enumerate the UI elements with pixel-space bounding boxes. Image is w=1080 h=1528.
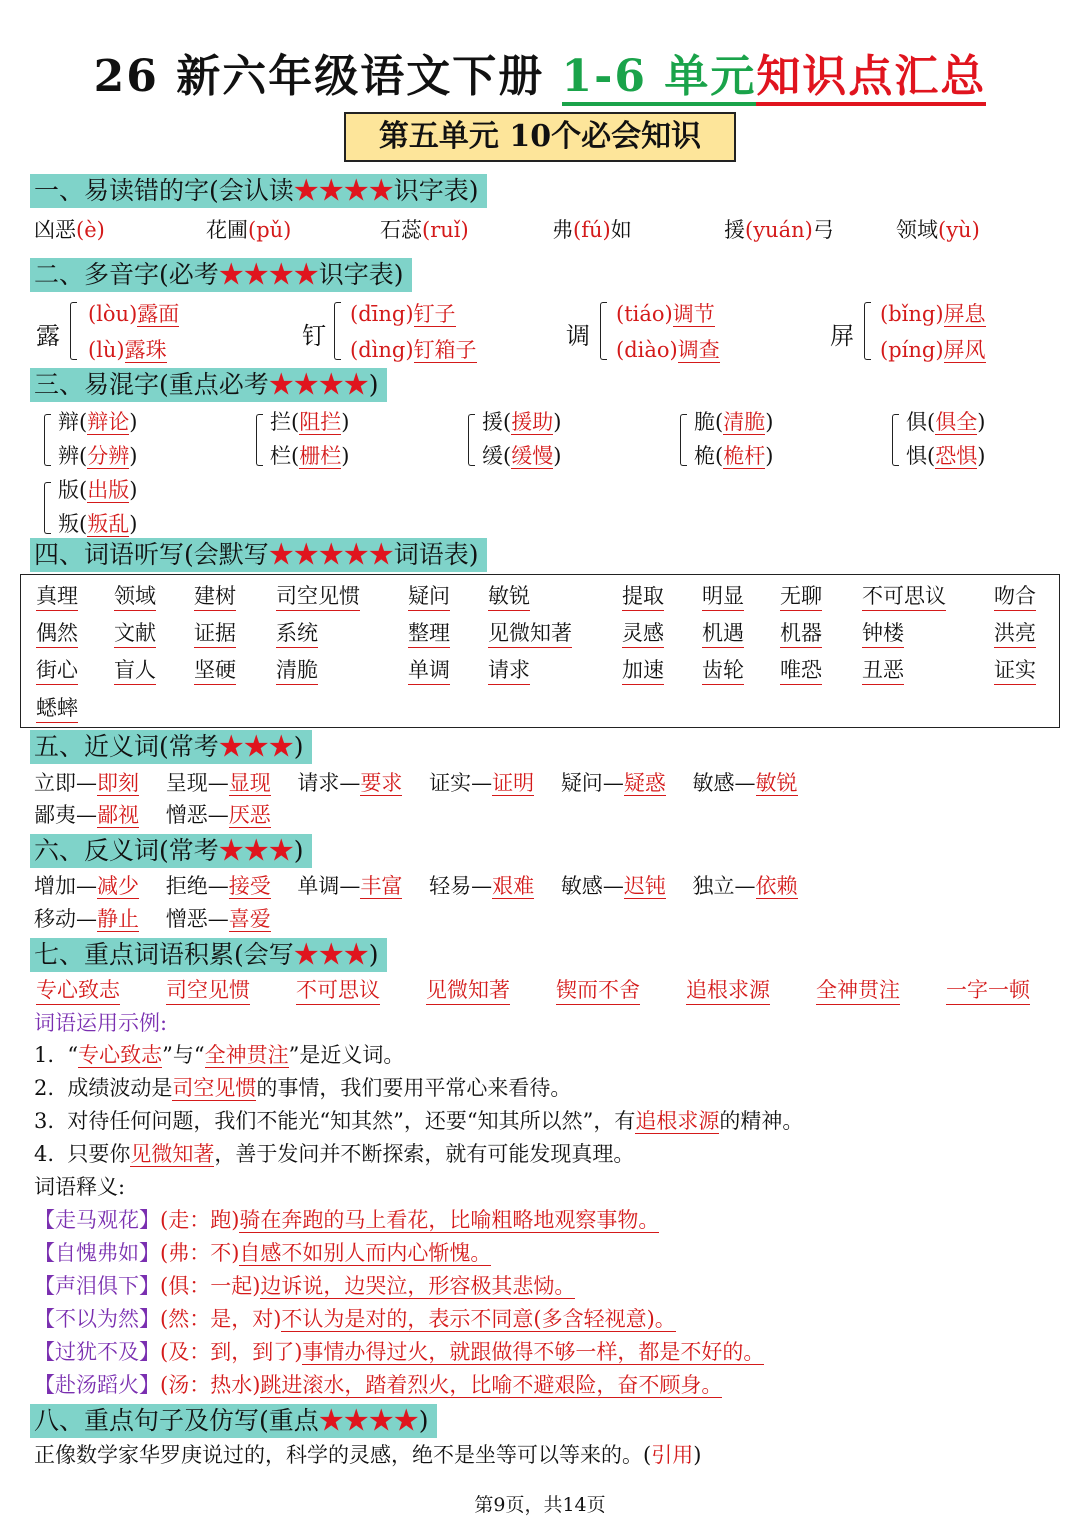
list-item: 叛(叛乱) [58, 512, 138, 536]
key-word: 追根求源 [686, 974, 770, 1005]
brace [600, 302, 607, 360]
dictation-word: 疑问 [408, 580, 450, 611]
list-item: 桅(桅杆) [694, 444, 774, 468]
meaning-item: 【不以为然】(然：是，对)不认为是对的，表示不同意(多含轻视意)。 [34, 1307, 676, 1331]
list-item: 辨(分辨) [58, 444, 138, 468]
list-item: 惧(恐惧) [906, 444, 986, 468]
brace [468, 414, 475, 466]
antonym-row-2: 移动—静止 憎恶—喜爱 [34, 907, 271, 931]
meaning-item: 【过犹不及】(及：到，到了)事情办得过火，就跟做得不够一样，都是不好的。 [34, 1340, 765, 1364]
list-item: 凶恶(è) [34, 218, 105, 242]
list-item: 援(yuán)弓 [724, 218, 834, 242]
section-6-heading: 六、反义词(常考★★★) [30, 834, 312, 868]
dictation-word: 领域 [114, 580, 156, 611]
dictation-word: 加速 [622, 654, 664, 685]
list-item: (píng)屏风 [880, 338, 986, 362]
list-item: 弗(fú)如 [552, 218, 632, 242]
list-item: 版(出版) [58, 478, 138, 502]
list-item: 石蕊(ruǐ) [380, 218, 469, 242]
section-7-heading: 七、重点词语积累(会写★★★) [30, 938, 387, 972]
dictation-word: 证实 [994, 654, 1036, 685]
dictation-word: 整理 [408, 617, 450, 648]
dictation-word: 坚硬 [194, 654, 236, 685]
unit-title: 第五单元 10个必会知识 [344, 112, 736, 162]
dictation-word: 吻合 [994, 580, 1036, 611]
list-item: (tiáo)调节 [616, 302, 715, 326]
list-item: 缓(缓慢) [482, 444, 562, 468]
page-title: 26 新六年级语文下册 1-6 单元知识点汇总 [0, 40, 1080, 104]
dictation-word: 偶然 [36, 617, 78, 648]
brace [864, 302, 871, 360]
list-item: (lòu)露面 [88, 302, 180, 326]
synonym-row-1: 立即—即刻 呈现—显现 请求—要求 证实—证明 疑问—疑惑 敏感—敏锐 [34, 771, 798, 795]
dictation-word: 敏锐 [488, 580, 530, 611]
dictation-word: 不可思议 [862, 580, 946, 611]
usage-example: 3. 对待任何问题，我们不能光“知其然”，还要“知其所以然”，有追根求源的精神。 [34, 1109, 804, 1133]
dictation-word: 灵感 [622, 617, 664, 648]
section-4-heading: 四、词语听写(会默写★★★★★词语表) [30, 538, 487, 572]
list-item: 拦(阻拦) [270, 410, 350, 434]
brace [892, 414, 899, 466]
dictation-word: 无聊 [780, 580, 822, 611]
list-item: (bǐng)屏息 [880, 302, 986, 326]
brace [680, 414, 687, 466]
key-word: 锲而不舍 [556, 974, 640, 1005]
list-item: (lù)露珠 [88, 338, 167, 362]
key-word: 见微知著 [426, 974, 510, 1005]
page-number: 第9页，共14页 [474, 1494, 606, 1516]
dictation-word: 真理 [36, 580, 78, 611]
meaning-item: 【走马观花】(走：跑)骑在奔跑的马上看花，比喻粗略地观察事物。 [34, 1208, 660, 1232]
section-3-heading: 三、易混字(重点必考★★★★) [30, 368, 387, 402]
dictation-word: 盲人 [114, 654, 156, 685]
dictation-word: 街心 [36, 654, 78, 685]
dictation-word: 系统 [276, 617, 318, 648]
list-item: 花圃(pǔ) [206, 218, 292, 242]
title-units: 1-6 单元 [562, 51, 757, 106]
brace [70, 302, 77, 360]
list-item: (dīng)钉子 [350, 302, 456, 326]
list-item: 栏(栅栏) [270, 444, 350, 468]
meaning-label: 词语释义: [34, 1175, 126, 1199]
list-item: 辩(辩论) [58, 410, 138, 434]
meaning-item: 【声泪俱下】(俱：一起)边诉说，边哭泣，形容极其悲恸。 [34, 1274, 576, 1298]
meaning-item: 【赴汤蹈火】(汤：热水)跳进滚水，踏着烈火，比喻不避艰险，奋不顾身。 [34, 1373, 723, 1397]
dictation-word: 见微知著 [488, 617, 572, 648]
section-1-heading: 一、易读错的字(会认读★★★★识字表) [30, 174, 487, 208]
list-item: 领域(yù) [896, 218, 980, 242]
dictation-word: 钟楼 [862, 617, 904, 648]
section-2-heading: 二、多音字(必考★★★★识字表) [30, 258, 412, 292]
title-summary: 知识点汇总 [756, 51, 986, 106]
dictation-word: 建树 [194, 580, 236, 611]
dictation-word: 齿轮 [702, 654, 744, 685]
key-word: 一字一顿 [946, 974, 1030, 1005]
dictation-word: 请求 [488, 654, 530, 685]
polyphone-char: 屏 [830, 322, 854, 350]
brace [256, 414, 263, 466]
dictation-word: 证据 [194, 617, 236, 648]
list-item: 援(援助) [482, 410, 562, 434]
dictation-word: 文献 [114, 617, 156, 648]
key-word: 全神贯注 [816, 974, 900, 1005]
dictation-word: 明显 [702, 580, 744, 611]
meaning-item: 【自愧弗如】(弗：不)自感不如别人而内心惭愧。 [34, 1241, 492, 1265]
dictation-word: 蟋蟀 [36, 692, 78, 723]
list-item: (diào)调查 [616, 338, 720, 362]
dictation-word: 机遇 [702, 617, 744, 648]
key-word: 专心致志 [36, 974, 120, 1005]
dictation-word: 司空见惯 [276, 580, 360, 611]
dictation-word: 丑恶 [862, 654, 904, 685]
usage-example: 2. 成绩波动是司空见惯的事情，我们要用平常心来看待。 [34, 1076, 572, 1100]
dictation-word: 单调 [408, 654, 450, 685]
dictation-word: 清脆 [276, 654, 318, 685]
key-sentence: 正像数学家华罗庚说过的，科学的灵感，绝不是坐等可以等来的。(引用) [34, 1443, 702, 1467]
key-word: 不可思议 [296, 974, 380, 1005]
usage-label: 词语运用示例: [34, 1011, 168, 1035]
dictation-word: 洪亮 [994, 617, 1036, 648]
polyphone-char: 露 [36, 322, 60, 350]
section-8-heading: 八、重点句子及仿写(重点★★★★) [30, 1404, 437, 1438]
synonym-row-2: 鄙夷—鄙视 憎恶—厌恶 [34, 803, 271, 827]
section-5-heading: 五、近义词(常考★★★) [30, 730, 312, 764]
dictation-word: 唯恐 [780, 654, 822, 685]
brace [44, 414, 51, 466]
polyphone-char: 钉 [302, 322, 326, 350]
dictation-word: 机器 [780, 617, 822, 648]
key-word: 司空见惯 [166, 974, 250, 1005]
dictation-word: 提取 [622, 580, 664, 611]
usage-example: 1. “专心致志”与“全神贯注”是近义词。 [34, 1043, 405, 1067]
usage-example: 4. 只要你见微知著，善于发问并不断探索，就有可能发现真理。 [34, 1142, 635, 1166]
list-item: (dìng)钉箱子 [350, 338, 477, 362]
brace [44, 482, 51, 534]
brace [334, 302, 341, 360]
antonym-row-1: 增加—减少 拒绝—接受 单调—丰富 轻易—艰难 敏感—迟钝 独立—依赖 [34, 874, 798, 898]
polyphone-char: 调 [566, 322, 590, 350]
list-item: 俱(俱全) [906, 410, 986, 434]
list-item: 脆(清脆) [694, 410, 774, 434]
